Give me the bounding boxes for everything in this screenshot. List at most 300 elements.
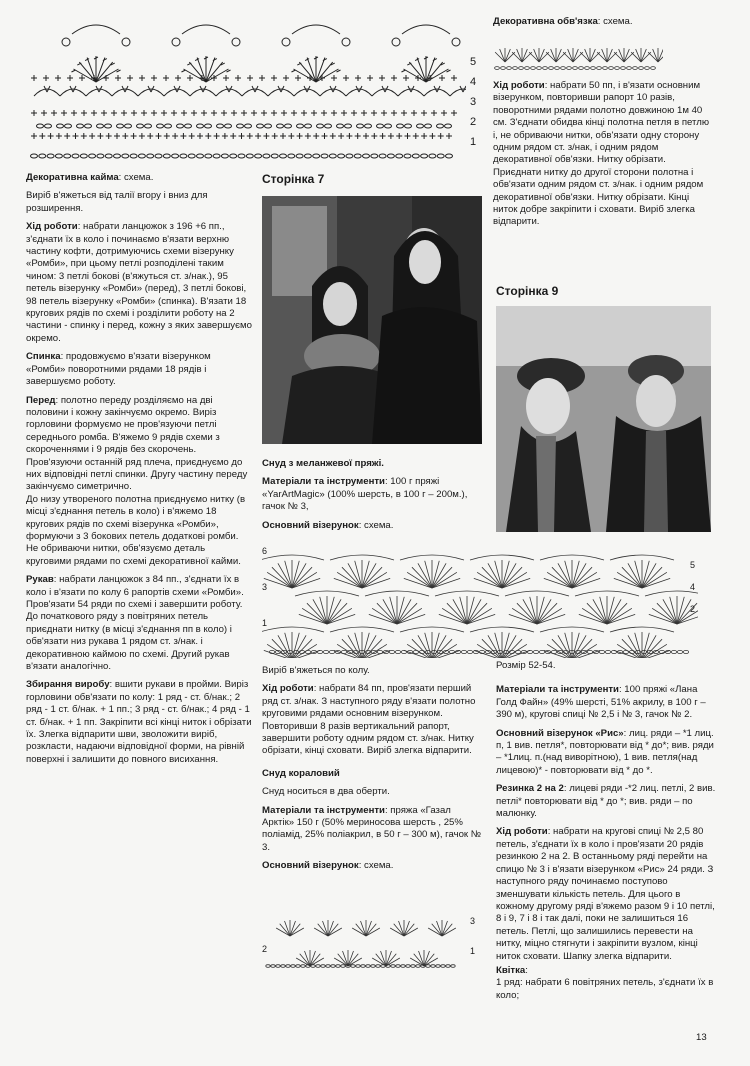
chain-stitch [531,67,536,70]
flower-label: Квітка [496,964,526,976]
double-crochet [505,49,510,62]
coral-title: Снуд кораловий [262,767,340,779]
single-crochet [281,110,287,116]
chain-arch [610,555,674,560]
chain-stitch [147,154,154,158]
single-crochet [101,110,107,116]
chain-stitch [391,965,395,968]
double-crochet [278,635,292,658]
chain-stitch [305,650,310,653]
double-crochet [432,635,446,658]
single-crochet [247,75,253,81]
single-crochet [161,110,167,116]
single-crochet [380,133,386,139]
chain-stitch [329,154,336,158]
single-crochet [139,133,145,139]
row-number: 2 [690,604,696,614]
chain-stitch [271,154,278,158]
single-crochet [421,133,427,139]
border-chart-row-numbers [470,56,490,156]
chain-arch [435,591,499,596]
assembly-label: Збирання виробу [26,679,110,691]
single-crochet [405,133,411,139]
single-crochet [106,133,112,139]
chain-stitch [396,965,400,968]
chain-stitch [230,154,237,158]
single-crochet [64,133,70,139]
chain-stitch [445,124,452,128]
chain-arch [330,555,394,560]
chain-stitch [137,124,144,128]
double-crochet [539,49,544,62]
single-crochet [67,75,73,81]
double-crochet [316,69,339,82]
chain-arch [470,627,534,632]
chain-stitch [157,124,164,128]
double-crochet [96,69,119,82]
chain-stitch [265,124,272,128]
chain-stitch [361,965,365,968]
chain-arch [575,591,639,596]
chain-stitch [346,154,353,158]
work-label: Хід роботи [493,80,545,91]
single-crochet [288,133,294,139]
chain-stitch [276,965,280,968]
chain-stitch [633,67,638,70]
single-crochet [114,133,120,139]
single-crochet [322,133,328,139]
chain-stitch [567,67,572,70]
chain-arch [424,89,450,96]
single-crochet [127,75,133,81]
row-number: 6 [262,546,268,556]
single-crochet [175,75,181,81]
single-crochet [305,133,311,139]
chain-stitch [97,154,104,158]
single-crochet [151,110,157,116]
single-crochet [355,75,361,81]
right-work [493,80,715,235]
chain-stitch [587,650,592,653]
double-crochet [318,924,328,936]
double-crochet [348,954,358,966]
double-crochet [328,924,338,936]
single-crochet [171,110,177,116]
coral-wear: Снуд носиться в два оберти. [262,786,390,798]
single-crochet [429,133,435,139]
single-crochet [441,110,447,116]
snood-title: Снуд з меланжевої пряжі. [262,458,384,469]
chain-arch [60,89,86,96]
double-crochet [573,49,578,62]
single-crochet [280,133,286,139]
double-crochet [424,954,434,966]
chain-stitch [363,154,370,158]
double-crochet [386,954,396,966]
chain-stitch [365,124,372,128]
single-crochet [97,133,103,139]
chain-stitch [45,124,52,128]
assembly-text: : вшити рукави в пройми. Виріз горловини обв'язати по колу: 1 ряд - ст. б/нак.; 2 ряд - 1 ст. б/нак. + 1 пп.; 3 ряд - ст. б/нак.; 4 ряд - 1 ст. б/нак. + 1 пп. Закріпити всі кінці ниток і обрізати їх. Злегка відпарити шви, зволожити виріб, розкласти, надаючи відповідної форми, на рівній поверхні і залишити до повного висихання. [26,679,252,765]
single-crochet [379,75,385,81]
chain-arch [262,627,324,632]
chain-stitch [381,965,385,968]
chain-stitch [326,965,330,968]
chain-stitch [55,154,62,158]
chain-arch [72,25,120,34]
single-crochet [331,110,337,116]
chain-arch [34,89,60,96]
double-crochet [607,49,612,62]
double-crochet [394,924,404,936]
chain-stitch [304,154,311,158]
chain-stitch [188,154,195,158]
chain-stitch [197,154,204,158]
work-text: : набрати 84 пп, пров'язати перший ряд ст. з/нак. З наступного ряду в'язати полотно круговими рядами основним візерунком. Повторивши 8 разів вертикальний рапорт, завершити роботу одним рядом ст. з/нак. Нитку обрізати, кінці сховати. Виріб злегка відпарити. [262,683,476,757]
chain-stitch [245,124,252,128]
chain-stitch [246,154,253,158]
single-crochet [401,110,407,116]
chain-stitch [507,67,512,70]
chain-stitch [543,67,548,70]
single-crochet [388,133,394,139]
chain-stitch [313,154,320,158]
double-crochet [293,69,316,82]
single-crochet [338,133,344,139]
border-chart-drawing [26,12,466,164]
back-text: : продовжуємо в'язати візерунком «Ромби» поворотними рядами 18 рядів і завершуємо роботу. [26,351,211,388]
snood-chart-left-nums [262,546,267,628]
chain-stitch [221,154,228,158]
single-crochet [172,133,178,139]
chain-arch [470,555,534,560]
double-crochet [96,62,113,82]
chain-stitch [317,124,324,128]
work-text: : набрати на кругові спиці № 2,5 80 петель, з'єднати їх в коло і пров'язати 20 рядів резинкою 2 на 2. В останньому ряді перейти на спицю № 3 і в'язати візерунком «Рис» 24 ряди. З наступного ряду починаємо поступово зменшувати кількість петель. Для цього в кожному другому ряді в'яжемо разом 9 і 10 петлі, 8 і 9, 7 і 8 і так далі, поки не залишиться 16 петель. Петлі, що залишились перевести на нитку, міцно стягнути і закріпити вузлом, кінці ниток сховати. Шапку злегка відпарити. [496,826,715,962]
chain-stitch [185,124,192,128]
chain-stitch [396,154,403,158]
chain-stitch [537,67,542,70]
chain-stitch [451,965,455,968]
chain-stitch [417,124,424,128]
row-number: 1 [470,136,477,148]
single-crochet [156,133,162,139]
row-number: 3 [262,582,268,592]
single-crochet [367,75,373,81]
chain-stitch [225,124,232,128]
double-crochet [299,62,316,82]
chain-arch [292,25,340,34]
chain-stitch [180,154,187,158]
chain-stitch [155,154,162,158]
double-crochet [502,635,516,658]
double-crochet [563,52,573,62]
chain-stitch [323,650,328,653]
single-crochet [311,110,317,116]
double-crochet [602,49,607,62]
coral-pattern-label: Основний візерунок [262,860,359,872]
page7-column [262,458,484,538]
picot [62,38,70,46]
row-number: 4 [690,582,696,592]
double-crochet [512,52,522,62]
chain-stitch [205,124,212,128]
single-crochet [55,75,61,81]
chain-stitch [525,67,530,70]
chain-stitch [615,67,620,70]
single-crochet [71,110,77,116]
single-crochet [381,110,387,116]
single-crochet [271,110,277,116]
chain-stitch [286,965,290,968]
hat-photo [496,306,711,532]
circle-text: Виріб в'яжеться по колу. [262,665,370,676]
row-number: 3 [470,96,477,108]
coral-materials-label: Матеріали та інструменти [262,804,385,816]
single-crochet [330,133,336,139]
chain-stitch [441,965,445,968]
chain-stitch [125,124,132,128]
edge-chart [493,36,663,76]
pattern-text: : схема. [358,519,394,531]
single-crochet [39,133,45,139]
single-crochet [321,110,327,116]
chain-stitch [651,67,656,70]
chain-stitch [377,124,384,128]
picot [232,38,240,46]
border-chart [26,12,466,164]
edge-text: : схема. [597,16,633,27]
hat-photo-image [496,306,711,532]
single-crochet [343,75,349,81]
chain-stitch [539,650,544,653]
border-intro: Виріб в'яжеться від талії вгору і вниз для розширення. [26,190,208,214]
single-crochet [151,75,157,81]
chain-stitch [591,67,596,70]
single-crochet [295,75,301,81]
work-label: Хід роботи [26,221,78,233]
chain-stitch [47,154,54,158]
chain-stitch [389,650,394,653]
chain-arch [330,627,394,632]
chain-stitch [331,965,335,968]
single-crochet [223,75,229,81]
snood-photo [262,196,482,444]
chain-stitch [130,154,137,158]
rib-text: : лицеві ряди -*2 лиц. петлі, 2 вив. петлі* повторювати від * до *; вив. ряди – по малюнку. [496,783,716,820]
flower-text: : [525,964,528,976]
chain-stitch [405,124,412,128]
chain-stitch [431,965,435,968]
double-crochet [362,635,376,658]
chain-stitch [89,154,96,158]
single-crochet [301,110,307,116]
page9-heading: Сторінка 9 [496,284,559,298]
single-crochet [187,75,193,81]
chain-stitch [351,965,355,968]
chain-stitch [325,124,332,128]
single-crochet [413,133,419,139]
single-crochet [181,110,187,116]
single-crochet [259,75,265,81]
single-crochet [51,110,57,116]
double-crochet [414,954,424,966]
coral-pattern-text: : схема. [358,860,394,872]
chain-stitch [411,965,415,968]
single-crochet [355,133,361,139]
chain-stitch [277,124,284,128]
edge-label: Декоративна обв'язка [493,16,598,27]
chain-stitch [345,124,352,128]
chain-stitch [416,965,420,968]
chain-stitch [627,67,632,70]
chain-arch [164,89,190,96]
chain-arch [216,89,242,96]
single-crochet [363,133,369,139]
pattern-label: Основний візерунок [262,519,359,531]
chain-stitch [387,154,394,158]
chain-stitch [437,154,444,158]
single-crochet [222,133,228,139]
chain-arch [268,89,294,96]
snood-chart-right-nums [690,560,695,614]
single-crochet [122,133,128,139]
single-crochet [211,110,217,116]
double-crochet [300,954,310,966]
chain-stitch [329,650,334,653]
picot [452,38,460,46]
chain-stitch [336,965,340,968]
double-crochet [183,69,206,82]
chain-stitch [57,124,64,128]
chain-stitch [621,67,626,70]
chain-stitch [105,124,112,128]
chain-stitch [305,124,312,128]
chain-stitch [97,124,104,128]
stitch-mark [71,70,75,72]
chain-stitch [163,154,170,158]
double-crochet [206,69,229,82]
single-crochet [201,110,207,116]
single-crochet [313,133,319,139]
single-crochet [263,133,269,139]
chain-stitch [461,650,466,653]
chain-stitch [238,154,245,158]
snood-photo-image [262,196,482,444]
chain-stitch [421,154,428,158]
single-crochet [191,110,197,116]
chain-stitch [354,154,361,158]
double-crochet [310,954,320,966]
double-crochet [366,924,376,936]
work-label: Хід роботи [496,826,548,838]
chain-arch [295,591,359,596]
chain-arch [505,591,569,596]
chain-arch [320,89,346,96]
chain-stitch [555,67,560,70]
chain-stitch [585,67,590,70]
chain-arch [400,627,464,632]
chain-stitch [549,67,554,70]
single-crochet [396,133,402,139]
single-crochet [241,110,247,116]
single-crochet [115,75,121,81]
rice-label: Основний візерунок «Рис» [496,727,624,739]
chain-arch [402,25,450,34]
chain-arch [400,555,464,560]
rib-label: Резинка 2 на 2 [496,783,564,795]
single-crochet [205,133,211,139]
chain-arch [398,89,424,96]
chain-stitch [573,67,578,70]
double-crochet [597,52,607,62]
chain-arch [112,89,138,96]
chain-stitch [255,154,262,158]
double-crochet [546,52,556,62]
double-crochet [529,52,539,62]
chain-arch [540,555,604,560]
border-heading-suffix: : схема. [118,172,154,183]
single-crochet [131,133,137,139]
single-crochet [73,133,79,139]
chain-stitch [338,154,345,158]
single-crochet [291,110,297,116]
snood-chart [262,540,698,658]
chain-stitch [513,67,518,70]
picot [392,38,400,46]
double-crochet [590,49,595,62]
double-crochet [568,49,573,62]
chain-stitch [337,124,344,128]
chain-stitch [65,124,72,128]
double-crochet [189,62,206,82]
single-crochet [346,133,352,139]
single-crochet [297,133,303,139]
materials-text: : 100 пряжі «Лана Голд Файн» (49% шерсті, 51% акрилу, в 100 г – 390 м), кругові спиці № 2,5 і № 3, гачок № 2. [496,684,706,721]
chain-stitch [561,67,566,70]
chain-stitch [117,124,124,128]
chain-stitch [288,154,295,158]
chain-stitch [285,124,292,128]
chain-stitch [639,67,644,70]
picot [122,38,130,46]
single-crochet [361,110,367,116]
chain-stitch [213,154,220,158]
single-crochet [189,133,195,139]
double-crochet [636,49,641,62]
single-crochet [272,133,278,139]
double-crochet [558,635,572,658]
chain-stitch [426,965,430,968]
front-label: Перед [26,394,56,406]
single-crochet [231,110,237,116]
single-crochet [121,110,127,116]
double-crochet [642,635,656,658]
chain-stitch [356,965,360,968]
row-number: 5 [690,560,696,570]
chain-stitch [77,124,84,128]
border-heading: Декоративна кайма [26,172,119,183]
chain-stitch [437,124,444,128]
chain-stitch [217,124,224,128]
double-crochet [628,635,642,658]
chain-stitch [467,650,472,653]
double-crochet [280,924,290,936]
single-crochet [131,110,137,116]
double-crochet [653,49,658,62]
page9-column [496,660,718,1008]
double-crochet [619,49,624,62]
